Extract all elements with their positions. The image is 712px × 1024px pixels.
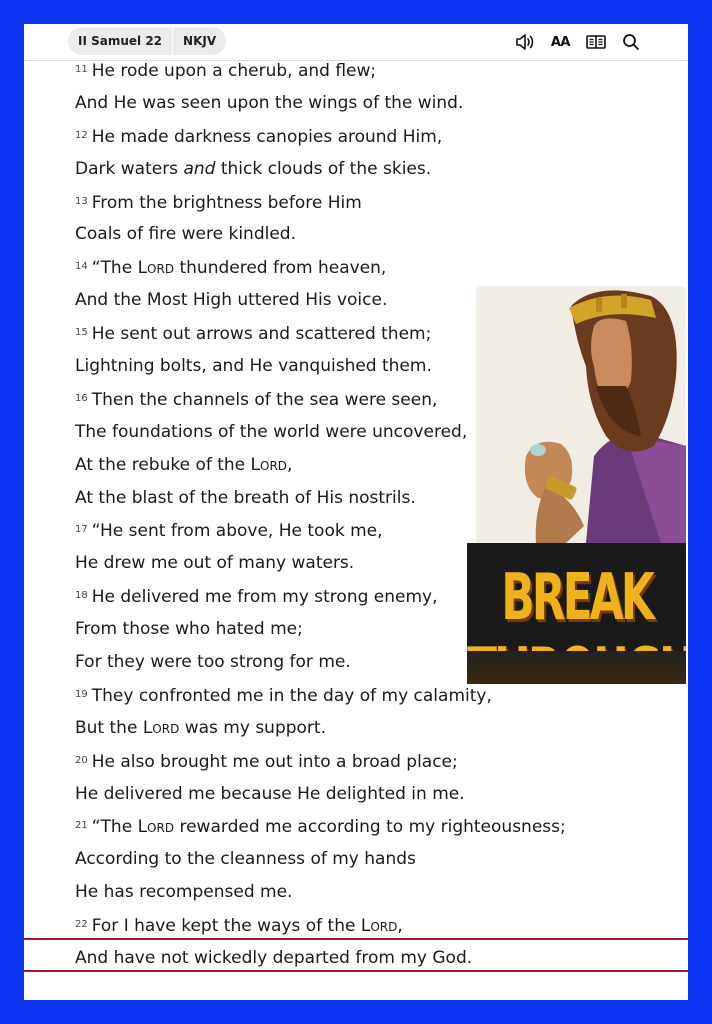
verse-text-segment: Dark waters bbox=[75, 158, 184, 179]
verse-text-segment: At the blast of the breath of His nostrils. bbox=[75, 487, 416, 508]
toolbar-icons bbox=[515, 30, 640, 54]
verse-number: 13 bbox=[75, 195, 88, 207]
verse-number: 12 bbox=[75, 129, 88, 141]
verse-number: 17 bbox=[75, 524, 88, 536]
verse-line bbox=[75, 120, 675, 153]
verse-line bbox=[75, 745, 675, 778]
book-chapter-button[interactable]: II Samuel 22 bbox=[78, 34, 163, 48]
verse-text-segment: , bbox=[397, 916, 403, 937]
verse-line bbox=[75, 87, 675, 120]
verse-text-segment: He made darkness canopies around Him, bbox=[91, 126, 443, 147]
verse-line bbox=[75, 251, 675, 284]
verse-text-segment: And He was seen upon the wings of the wind. bbox=[75, 92, 464, 113]
verse-line bbox=[75, 843, 675, 876]
highlight-line-bottom bbox=[24, 970, 688, 972]
passage-selector[interactable] bbox=[68, 27, 226, 55]
verse-text-segment: He drew me out of many waters. bbox=[75, 553, 355, 574]
verse-text-segment: He delivered me because He delighted in me. bbox=[75, 783, 465, 804]
highlight-line-top bbox=[24, 938, 688, 940]
verse-text-segment: From those who hated me; bbox=[75, 619, 303, 640]
verse-text-segment: Coals of fire were kindled. bbox=[75, 224, 296, 245]
verse-line bbox=[75, 810, 675, 843]
verse-text-segment: They confronted me in the day of my calamity, bbox=[91, 685, 492, 706]
verse-text-segment: “The bbox=[91, 817, 138, 838]
verse-text-segment: The foundations of the world were uncovered, bbox=[75, 421, 468, 442]
verse-line bbox=[75, 778, 675, 811]
divine-name: Lord bbox=[137, 817, 175, 838]
verse-text-segment: He delivered me from my strong enemy, bbox=[91, 587, 438, 608]
verse-text-segment: rewarded me according to my righteousness; bbox=[174, 817, 566, 838]
verse-text-segment: And have not wickedly departed from my God. bbox=[75, 948, 473, 969]
verse-line bbox=[75, 153, 675, 186]
verse-text-segment: was my support. bbox=[179, 717, 326, 738]
verse-line bbox=[75, 54, 675, 87]
divine-name: Lord bbox=[137, 258, 175, 279]
verse-text-segment: He rode upon a cherub, and flew; bbox=[91, 61, 377, 81]
verse-number: 16 bbox=[75, 392, 88, 404]
verse-text-segment: Lightning bolts, and He vanquished them. bbox=[75, 356, 432, 377]
verse-text-segment: But the bbox=[75, 717, 143, 738]
book-icon[interactable] bbox=[586, 31, 606, 53]
verse-number: 19 bbox=[75, 688, 88, 700]
verse-text-segment: Then the channels of the sea were seen, bbox=[91, 389, 438, 410]
verse-text-segment: He also brought me out into a broad place; bbox=[91, 751, 458, 772]
verse-text-segment: , bbox=[287, 454, 293, 475]
verse-text-segment: At the rebuke of the bbox=[75, 454, 251, 475]
verse-text-segment: He sent out arrows and scattered them; bbox=[91, 324, 432, 345]
divine-name: Lord bbox=[250, 454, 288, 475]
verse-text-segment: For I have kept the ways of the bbox=[91, 916, 361, 937]
verse-line bbox=[75, 218, 675, 251]
verse-text-segment: and bbox=[183, 158, 216, 179]
banner-text: BREAK bbox=[501, 561, 652, 635]
verse-text-segment: “He sent from above, He took me, bbox=[91, 521, 383, 542]
reader-page bbox=[24, 24, 688, 1000]
break-through-banner bbox=[467, 543, 686, 684]
verse-number: 22 bbox=[75, 919, 88, 931]
verse-text-segment: thundered from heaven, bbox=[174, 258, 387, 279]
verse-number: 20 bbox=[75, 754, 88, 766]
verse-line bbox=[75, 712, 675, 745]
verse-number: 15 bbox=[75, 327, 88, 339]
search-icon[interactable] bbox=[622, 31, 640, 53]
version-button[interactable]: NKJV bbox=[183, 34, 217, 48]
speaker-icon[interactable] bbox=[515, 31, 535, 53]
verse-number: 21 bbox=[75, 820, 88, 832]
verse-number: 14 bbox=[75, 261, 88, 273]
verse-text-segment: He has recompensed me. bbox=[75, 882, 293, 903]
verse-text-segment: From the brightness before Him bbox=[91, 192, 362, 213]
verse-line bbox=[75, 186, 675, 219]
text-size-icon[interactable]: AA bbox=[550, 34, 570, 50]
banner-base bbox=[467, 651, 686, 684]
verse-text-segment: thick clouds of the skies. bbox=[215, 158, 432, 179]
divine-name: Lord bbox=[142, 717, 180, 738]
verse-text-segment: “The bbox=[91, 258, 138, 279]
verse-text-segment: For they were too strong for me. bbox=[75, 652, 351, 673]
verse-text-segment: And the Most High uttered His voice. bbox=[75, 290, 388, 311]
verse-line bbox=[75, 876, 675, 909]
verse-number: 11 bbox=[75, 64, 88, 75]
verse-text-segment: According to the cleanness of my hands bbox=[75, 849, 416, 870]
divine-name: Lord bbox=[360, 916, 398, 937]
verse-number: 18 bbox=[75, 590, 88, 602]
king-illustration bbox=[476, 286, 686, 543]
